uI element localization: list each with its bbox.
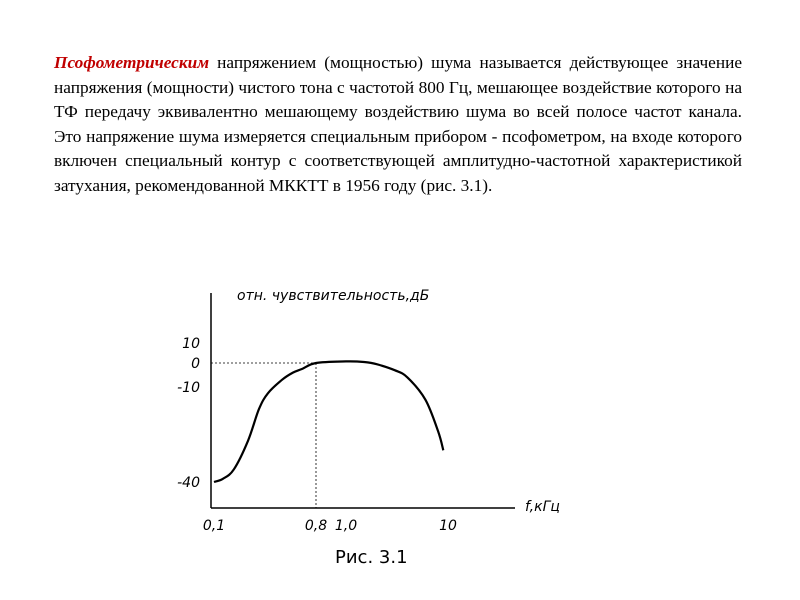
x-tick-label: 0,1 (202, 518, 226, 534)
x-tick-labels (203, 518, 457, 534)
paragraph-body: напряжением (мощностью) шума называется действующее значение напряжения (мощности) чистого тона с частотой 800 Гц, мешающее воздействие которого на ТФ передачу эквивалентно мешающему воздействию шума во всей полосе частот канала. Это напряжение шума измеряется специальным прибором - псофометром, на входе которого включен специальный контур с соответствующей амплитудно-частотной характеристикой затухания, рекомендованной МККТТ в 1956 году (рис. 3.1). (54, 53, 742, 195)
y-tick-label: -40 (177, 475, 200, 491)
highlighted-term: Псофометрическим (54, 53, 210, 72)
y-tick-label: 10 (182, 336, 200, 352)
y-tick-label: -10 (177, 380, 200, 396)
x-tick-label: 10 (439, 518, 457, 534)
x-axis-label: f,кГц (525, 499, 560, 515)
series-line (214, 361, 443, 482)
x-tick-label: 0,8 (304, 518, 328, 534)
figure-caption: Рис. 3.1 (335, 547, 408, 568)
y-tick-label: 0 (191, 356, 200, 372)
y-tick-labels (177, 336, 200, 491)
x-tick-label: 1,0 (334, 518, 358, 534)
y-axis-label: отн. чувствительность,дБ (237, 288, 430, 304)
